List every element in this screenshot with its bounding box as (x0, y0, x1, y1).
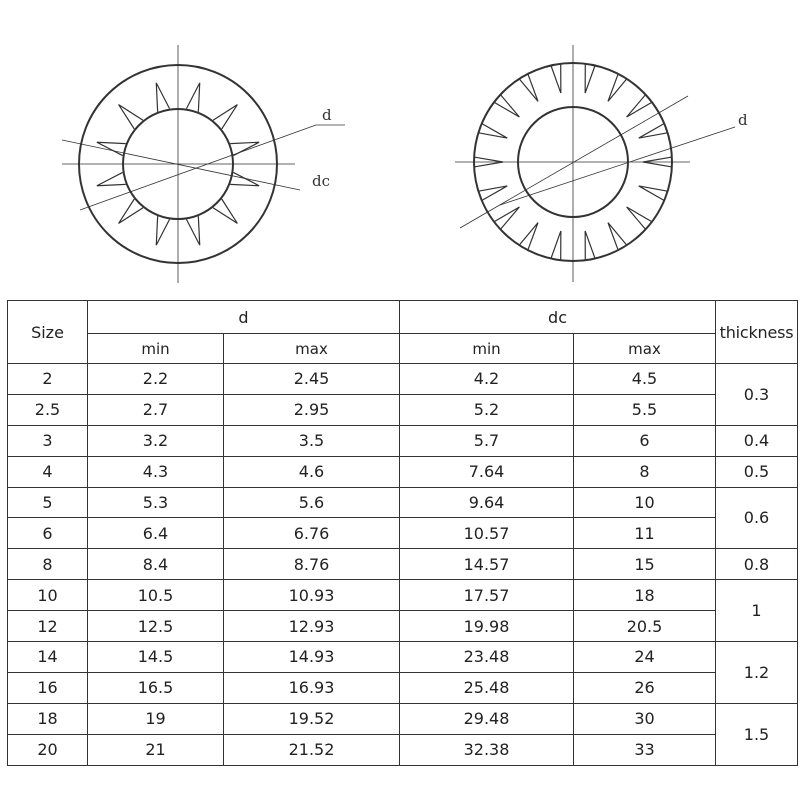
dc-max-cell: 20.5 (574, 611, 716, 642)
d-min-cell: 8.4 (88, 549, 224, 580)
size-cell: 2 (8, 364, 88, 395)
d-max-cell: 6.76 (224, 518, 400, 549)
dc-min-cell: 5.2 (400, 394, 574, 425)
dc-min-cell: 14.57 (400, 549, 574, 580)
d-min-cell: 4.3 (88, 456, 224, 487)
dc-min-cell: 10.57 (400, 518, 574, 549)
left-dc-label: dc (312, 172, 331, 190)
size-cell: 8 (8, 549, 88, 580)
dc-min-cell: 7.64 (400, 456, 574, 487)
dc-min-cell: 32.38 (400, 734, 574, 765)
dc-min-cell: 25.48 (400, 672, 574, 703)
table-row (8, 580, 798, 611)
d-max-cell: 12.93 (224, 611, 400, 642)
tooth (585, 231, 595, 260)
dc-max-cell: 18 (574, 580, 716, 611)
d-min-cell: 16.5 (88, 672, 224, 703)
size-cell: 20 (8, 734, 88, 765)
table-row (8, 734, 798, 765)
table-row (8, 672, 798, 703)
d-min-cell: 2.2 (88, 364, 224, 395)
tooth (230, 172, 259, 185)
thickness-cell: 0.8 (716, 549, 798, 580)
d-min-cell: 21 (88, 734, 224, 765)
d-max-cell: 21.52 (224, 734, 400, 765)
tooth (156, 83, 169, 112)
tooth (639, 124, 668, 139)
dc-max-cell: 6 (574, 425, 716, 456)
left-dc-leader (62, 140, 300, 190)
d-max-cell: 19.52 (224, 703, 400, 734)
d-min-cell: 10.5 (88, 580, 224, 611)
internal-tooth-washer-drawing (62, 45, 345, 283)
d-min-cell: 14.5 (88, 642, 224, 673)
d-max-header: max (224, 334, 400, 364)
dc-min-cell: 23.48 (400, 642, 574, 673)
dc-min-header: min (400, 334, 574, 364)
thickness-header: thickness (716, 301, 798, 364)
left-d-label: d (322, 106, 332, 124)
d-max-cell: 5.6 (224, 487, 400, 518)
d-max-cell: 4.6 (224, 456, 400, 487)
tooth (230, 142, 259, 155)
size-cell: 4 (8, 456, 88, 487)
dc-min-cell: 9.64 (400, 487, 574, 518)
size-cell: 16 (8, 672, 88, 703)
tooth (97, 172, 126, 185)
size-header: Size (8, 301, 88, 364)
d-max-cell: 2.45 (224, 364, 400, 395)
table-row (8, 394, 798, 425)
d-max-cell: 10.93 (224, 580, 400, 611)
dc-max-cell: 15 (574, 549, 716, 580)
thickness-cell: 1 (716, 580, 798, 642)
washer-drawings (0, 0, 800, 300)
d-max-cell: 2.95 (224, 394, 400, 425)
thickness-cell: 0.6 (716, 487, 798, 549)
d-min-cell: 19 (88, 703, 224, 734)
d-min-cell: 3.2 (88, 425, 224, 456)
table-row (8, 549, 798, 580)
size-cell: 6 (8, 518, 88, 549)
dc-max-cell: 33 (574, 734, 716, 765)
tooth (186, 83, 199, 112)
dc-max-cell: 5.5 (574, 394, 716, 425)
d-min-cell: 5.3 (88, 487, 224, 518)
d-max-cell: 16.93 (224, 672, 400, 703)
table-row (8, 425, 798, 456)
tooth (478, 186, 507, 201)
size-cell: 3 (8, 425, 88, 456)
size-cell: 2.5 (8, 394, 88, 425)
d-min-cell: 2.7 (88, 394, 224, 425)
left-d-leader (80, 125, 316, 210)
dimension-table (7, 300, 798, 766)
thickness-cell: 1.5 (716, 703, 798, 765)
d-max-cell: 8.76 (224, 549, 400, 580)
dc-max-header: max (574, 334, 716, 364)
dc-min-cell: 5.7 (400, 425, 574, 456)
dc-max-cell: 24 (574, 642, 716, 673)
table-row (8, 642, 798, 673)
size-cell: 10 (8, 580, 88, 611)
table-row (8, 364, 798, 395)
tooth (639, 186, 668, 201)
right-d-label: d (738, 111, 748, 129)
size-cell: 12 (8, 611, 88, 642)
table-row (8, 703, 798, 734)
d-max-cell: 14.93 (224, 642, 400, 673)
tooth (478, 124, 507, 139)
d-max-cell: 3.5 (224, 425, 400, 456)
thickness-cell: 1.2 (716, 642, 798, 704)
thickness-cell: 0.5 (716, 456, 798, 487)
dc-max-cell: 4.5 (574, 364, 716, 395)
dc-min-cell: 19.98 (400, 611, 574, 642)
tooth (156, 216, 169, 245)
tooth (551, 64, 561, 93)
dc-max-cell: 8 (574, 456, 716, 487)
table-row (8, 518, 798, 549)
tooth (97, 142, 126, 155)
tooth (551, 231, 561, 260)
dc-max-cell: 10 (574, 487, 716, 518)
dc-max-cell: 30 (574, 703, 716, 734)
table-row (8, 611, 798, 642)
table-row (8, 456, 798, 487)
size-cell: 5 (8, 487, 88, 518)
dc-header: dc (400, 301, 716, 334)
dc-min-cell: 17.57 (400, 580, 574, 611)
d-header: d (88, 301, 400, 334)
d-min-cell: 12.5 (88, 611, 224, 642)
dc-max-cell: 11 (574, 518, 716, 549)
dc-min-cell: 4.2 (400, 364, 574, 395)
dc-min-cell: 29.48 (400, 703, 574, 734)
d-min-cell: 6.4 (88, 518, 224, 549)
table-row (8, 487, 798, 518)
size-cell: 18 (8, 703, 88, 734)
dc-max-cell: 26 (574, 672, 716, 703)
thickness-cell: 0.3 (716, 364, 798, 426)
thickness-cell: 0.4 (716, 425, 798, 456)
external-tooth-washer-drawing (455, 45, 735, 282)
tooth (585, 64, 595, 93)
tooth (186, 216, 199, 245)
d-min-header: min (88, 334, 224, 364)
size-cell: 14 (8, 642, 88, 673)
